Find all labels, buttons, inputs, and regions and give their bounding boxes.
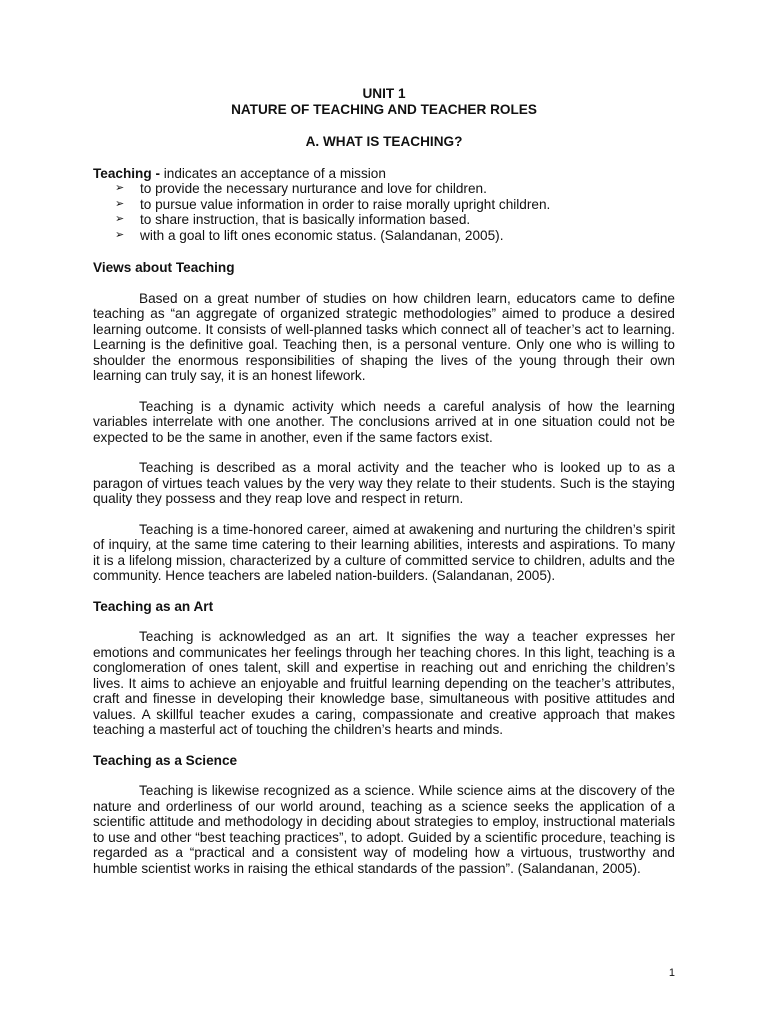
paragraph: Based on a great number of studies on how children learn, educators came to define teaching as “an aggregate of organized strategic methodologies” aimed to produce a desired learning outcome. It consists of well-planned tasks which connect all of teacher’s act to learning. Learning is the definitive goal. Teaching then, is a personal venture. Only one who is willing to shoulder the enormous responsibilities of shaping the lives of the young through their own learning can truly say, it is an honest lifework. xyxy=(93,290,675,383)
arrow-bullet-icon: ➢ xyxy=(115,182,125,194)
science-heading: Teaching as a Science xyxy=(93,752,238,768)
paragraph: Teaching is acknowledged as an art. It signifies the way a teacher expresses her emotions and communicates her feelings through her teaching chores. In this light, teaching is a conglomeration of ones talent, skill and expertise in reaching out and enriching the children’s lives. It aims to achieve an enjoyable and fruitful learning depending on the teacher’s attributes, craft and finesse in developing their knowledge base, simultaneous with positive attitudes and values. A skillful teacher exudes a caring, compassionate and creative approach that makes teaching a masterful act of touching the children’s hearts and minds. xyxy=(93,629,675,737)
list-item xyxy=(115,197,675,213)
mission-list xyxy=(93,181,675,243)
section-heading: A. WHAT IS TEACHING? xyxy=(305,134,463,149)
list-item-text: with a goal to lift ones economic status. (Salandanan, 2005). xyxy=(140,227,504,243)
list-item-text: to provide the necessary nurturance and love for children. xyxy=(140,181,487,196)
paragraph: Teaching is a time-honored career, aimed at awakening and nurturing the children’s spirit of inquiry, at the same time catering to their learning abilities, interests and aspirations. To many it is a lifelong mission, characterized by a culture of committed service to children, adults and the community. Hence teachers are labeled nation-builders. (Salandanan, 2005). xyxy=(93,521,675,583)
intro-definition xyxy=(93,166,675,182)
arrow-bullet-icon: ➢ xyxy=(115,228,125,241)
page-number: 1 xyxy=(668,967,675,979)
list-item xyxy=(115,181,675,197)
list-item-text: to share instruction, that is basically information based. xyxy=(140,212,471,227)
art-heading: Teaching as an Art xyxy=(93,598,214,614)
arrow-bullet-icon: ➢ xyxy=(115,197,125,210)
document-page xyxy=(93,86,675,891)
views-heading: Views about Teaching xyxy=(93,260,235,275)
intro-definition-text: indicates an acceptance of a mission xyxy=(159,165,386,181)
list-item-text: to pursue value information in order to raise morally upright children. xyxy=(140,196,551,212)
arrow-bullet-icon: ➢ xyxy=(115,213,125,225)
paragraph: Teaching is likewise recognized as a science. While science aims at the discovery of the nature and orderliness of our world around, teaching as a science seeks the application of a scientific attitude and methodology in deciding about strategies to employ, instructional materials to use and other “best teaching practices”, to adopt. Guided by a scientific procedure, teaching is regarded as a “practical and a consistent way of modeling how a virtuous, trustworthy and humble scientist works in raising the ethical standards of the passion”. (Salandanan, 2005). xyxy=(93,783,675,876)
list-item xyxy=(115,212,675,228)
paragraph: Teaching is described as a moral activity and the teacher who is looked up to as a paragon of virtues teach values by the very way they relate to their students. Such is the staying quality they possess and they reap love and respect in return. xyxy=(93,460,675,506)
unit-label: UNIT 1 xyxy=(362,86,406,101)
document-title: NATURE OF TEACHING AND TEACHER ROLES xyxy=(231,101,537,117)
list-item xyxy=(115,228,675,244)
intro-term: Teaching - xyxy=(93,165,160,181)
paragraph: Teaching is a dynamic activity which needs a careful analysis of how the learning variables interrelate with one another. The conclusions arrived at in one situation could not be expected to be the same in another, even if the same factors exist. xyxy=(93,398,675,445)
